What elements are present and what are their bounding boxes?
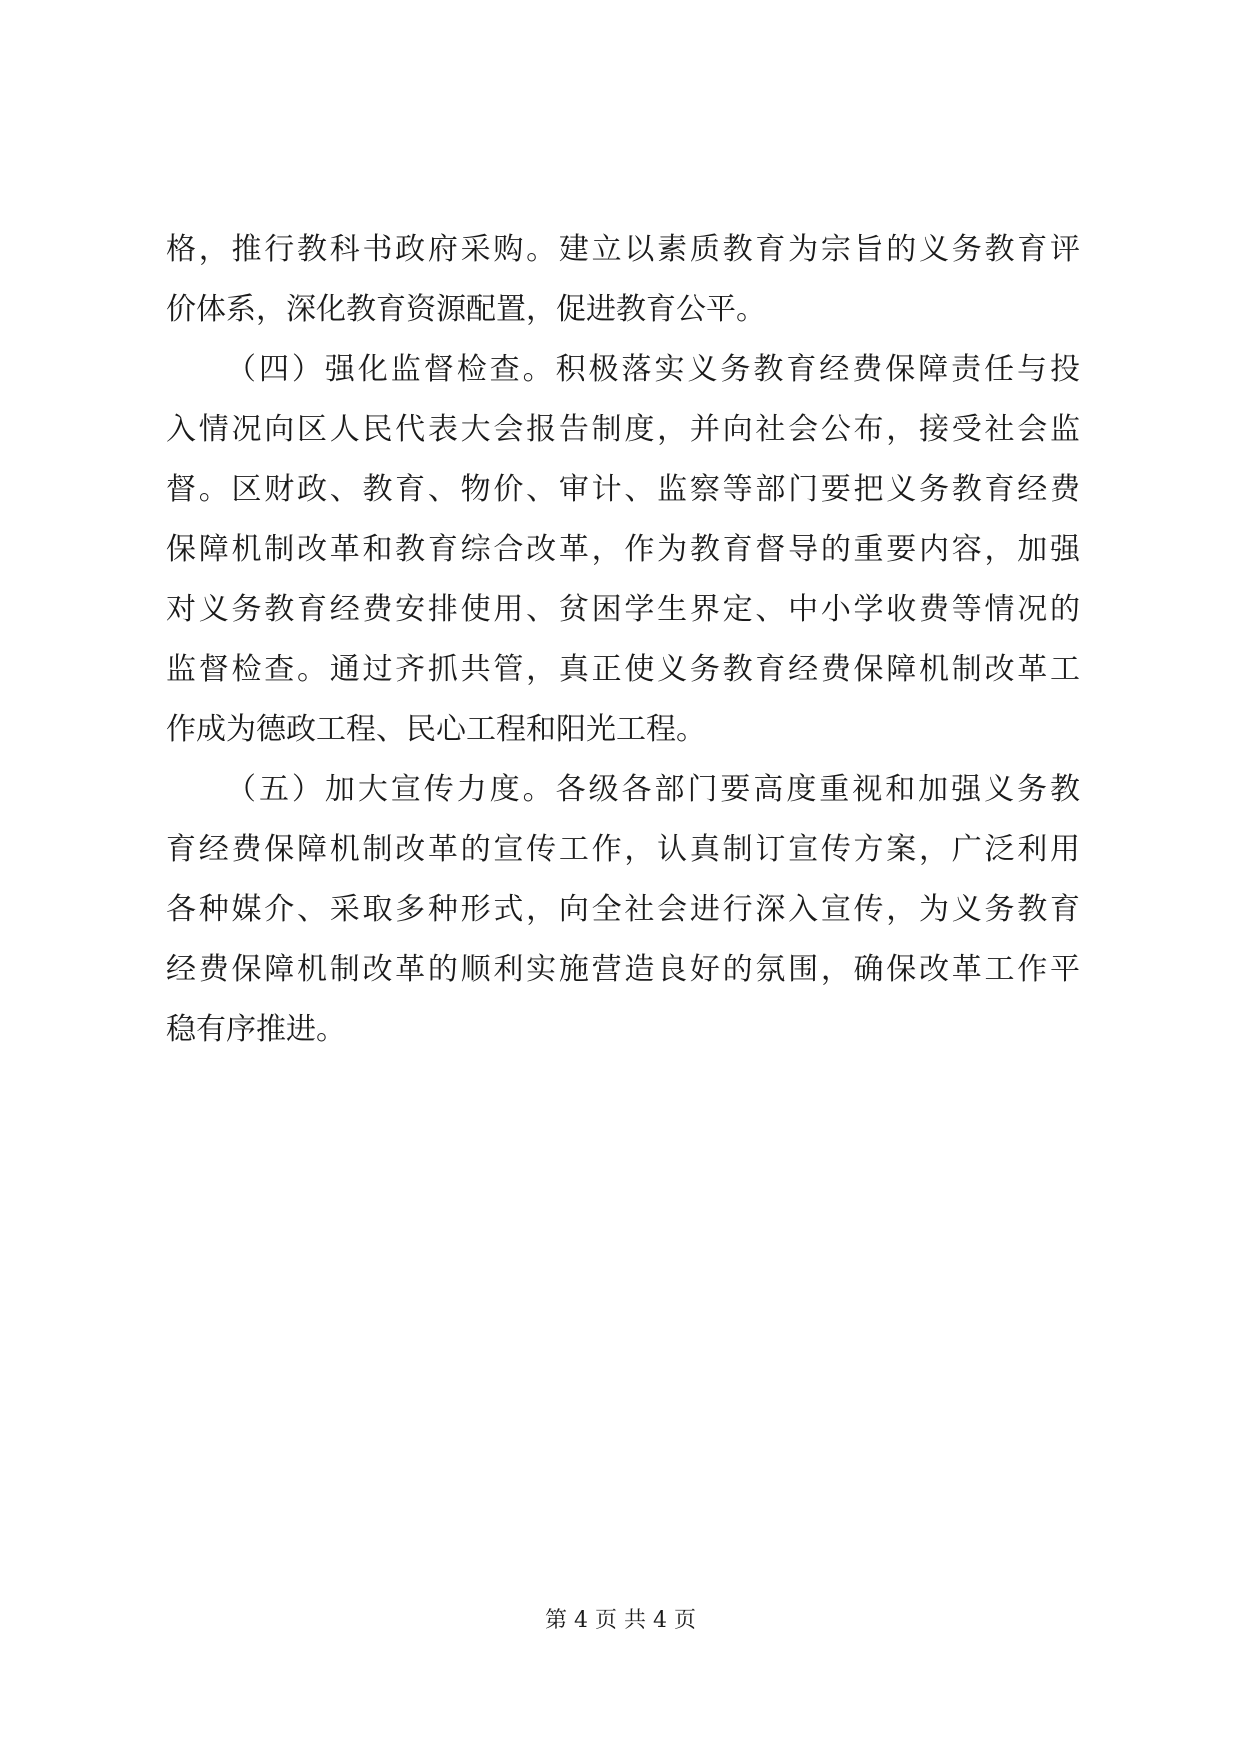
- section-five-heading-line: （五）加大宣传力度。各级各部门要高度重视和加强义务教: [226, 772, 1080, 807]
- section-four-heading-line: （四）强化监督检查。积极落实义务教育经费保障责任与投: [226, 352, 1080, 387]
- text-line: 各种媒介、采取多种形式，向全社会进行深入宣传，为义务教育: [166, 892, 1080, 927]
- text-line: 育经费保障机制改革的宣传工作，认真制订宣传方案，广泛利用: [166, 832, 1080, 867]
- text-line: 保障机制改革和教育综合改革，作为教育督导的重要内容，加强: [166, 532, 1080, 567]
- text-line: 经费保障机制改革的顺利实施营造良好的氛围，确保改革工作平: [166, 952, 1080, 987]
- text-line: 格，推行教科书政府采购。建立以素质教育为宗旨的义务教育评: [166, 232, 1080, 267]
- page-number-footer: 第 4 页 共 4 页: [545, 1608, 696, 1633]
- text-line: 作成为德政工程、民心工程和阳光工程。: [166, 712, 706, 747]
- text-line: 稳有序推进。: [166, 1012, 346, 1047]
- text-line: 监督检查。通过齐抓共管，真正使义务教育经费保障机制改革工: [166, 652, 1080, 687]
- text-line: 对义务教育经费安排使用、贫困学生界定、中小学收费等情况的: [166, 592, 1080, 627]
- text-line: 入情况向区人民代表大会报告制度，并向社会公布，接受社会监: [166, 412, 1080, 447]
- body-text: [166, 220, 1080, 1060]
- text-line: 督。区财政、教育、物价、审计、监察等部门要把义务教育经费: [166, 472, 1080, 507]
- text-line: 价体系，深化教育资源配置，促进教育公平。: [166, 292, 766, 327]
